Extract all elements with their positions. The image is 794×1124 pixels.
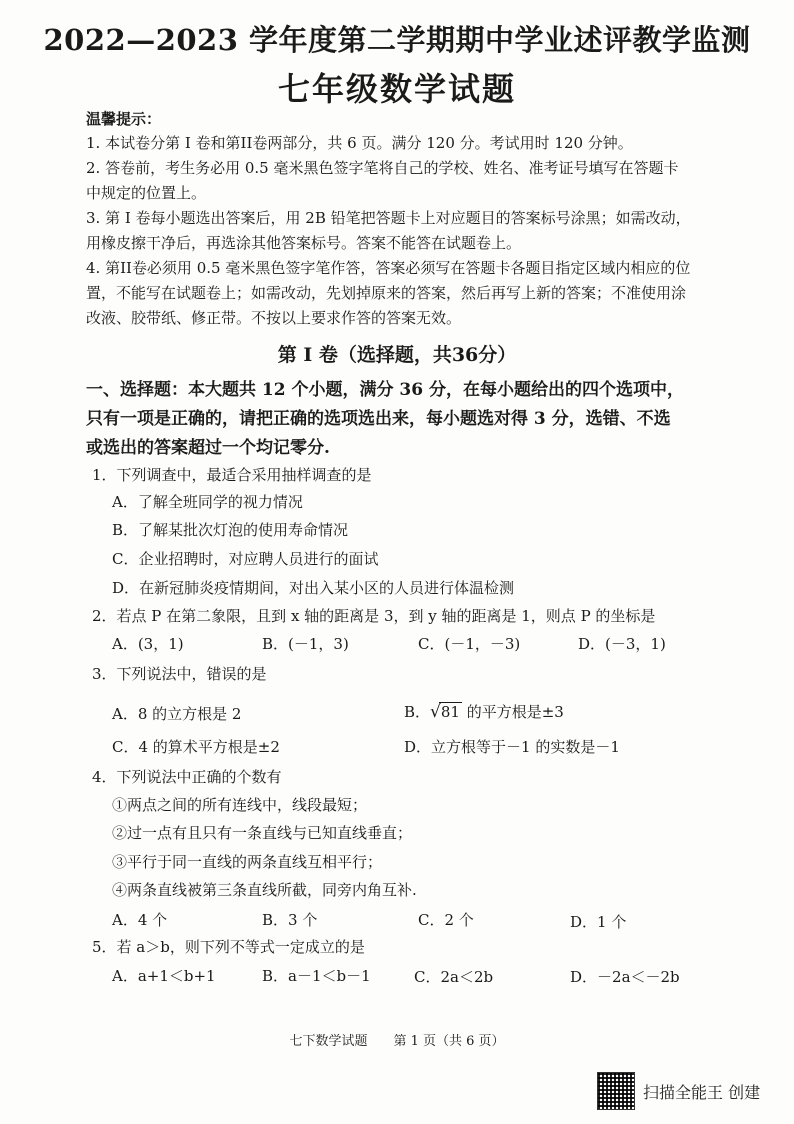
question-1-option-a: A．了解全班同学的视力情况 xyxy=(112,493,303,511)
question-1-option-b: B．了解某批次灯泡的使用寿命情况 xyxy=(112,521,349,539)
tip-line: 中规定的位置上。 xyxy=(86,184,207,202)
question-3-option-a: A．8 的立方根是 2 xyxy=(112,705,242,723)
tip-line: 改液、胶带纸、修正带。不按以上要求作答的答案无效。 xyxy=(86,309,462,327)
option-b-text: 的平方根是±3 xyxy=(461,703,564,721)
question-2-stem: 2．若点 P 在第二象限，且到 x 轴的距离是 3，到 y 轴的距离是 1，则点 P 的坐标是 xyxy=(92,607,656,625)
tip-line: 用橡皮擦干净后，再选涂其他答案标号。答案不能答在试题卷上。 xyxy=(86,234,522,252)
question-5-option-d: D．－2a＜－2b xyxy=(570,968,680,986)
question-2-option-b: B．(－1，3) xyxy=(262,635,349,653)
question-4-item: ③平行于同一直线的两条直线互相平行； xyxy=(112,853,383,871)
instruction-line: 或选出的答案超过一个均记零分. xyxy=(86,438,330,458)
question-4-stem: 4．下列说法中正确的个数有 xyxy=(92,768,282,786)
tip-line: 2. 答卷前，考生务必用 0.5 毫米黑色签字笔将自己的学校、姓名、准考证号填写在答题卡 xyxy=(86,159,679,177)
tip-line: 1. 本试卷分第 I 卷和第II卷两部分，共 6 页。满分 120 分。考试用时 120 分钟。 xyxy=(86,134,633,152)
tips-heading: 温馨提示： xyxy=(86,110,162,128)
question-5-stem: 5．若 a＞b，则下列不等式一定成立的是 xyxy=(92,938,365,956)
question-5-option-c: C．2a＜2b xyxy=(414,968,494,986)
question-1-option-d: D．在新冠肺炎疫情期间，对出入某小区的人员进行体温检测 xyxy=(112,579,515,597)
scanner-watermark xyxy=(597,1072,760,1110)
question-3-option-b xyxy=(404,702,564,722)
question-3-option-c: C．4 的算术平方根是±2 xyxy=(112,738,280,756)
question-4-option-c: C．2 个 xyxy=(418,911,474,929)
question-2-option-c: C．(－1，－3) xyxy=(418,635,521,653)
qr-code-icon xyxy=(597,1072,635,1110)
question-1-stem: 1．下列调查中，最适合采用抽样调查的是 xyxy=(92,466,372,484)
question-4-item: ④两条直线被第三条直线所截，同旁内角互补. xyxy=(112,881,417,899)
question-4-option-b: B．3 个 xyxy=(262,911,318,929)
radicand: 81 xyxy=(440,703,460,721)
question-5-option-b: B．a－1＜b－1 xyxy=(262,967,371,985)
question-5-option-a: A．a+1＜b+1 xyxy=(112,967,216,985)
scanner-label: 扫描全能王 创建 xyxy=(643,1082,761,1102)
question-4-item: ①两点之间的所有连线中，线段最短； xyxy=(112,796,368,814)
exam-title-line2: 七年级数学试题 xyxy=(277,70,516,108)
question-2-option-a: A．(3，1) xyxy=(112,635,184,653)
page-footer: 七下数学试题 第 1 页（共 6 页） xyxy=(289,1034,505,1049)
tip-line: 3. 第 I 卷每小题选出答案后，用 2B 铅笔把答题卡上对应题目的答案标号涂黑；如需改动， xyxy=(86,209,691,227)
question-3-option-d: D．立方根等于－1 的实数是－1 xyxy=(404,738,620,756)
question-2-option-d: D．(－3，1) xyxy=(578,635,666,653)
question-4-option-d: D．1 个 xyxy=(570,913,627,931)
instruction-line: 一、选择题：本大题共 12 个小题，满分 36 分，在每小题给出的四个选项中， xyxy=(86,380,684,400)
question-3-stem: 3．下列说法中，错误的是 xyxy=(92,665,267,683)
question-4-option-a: A．4 个 xyxy=(112,911,168,929)
question-1-option-c: C．企业招聘时，对应聘人员进行的面试 xyxy=(112,550,379,568)
square-root-sign: √ xyxy=(430,702,441,722)
tip-line: 置，不能写在试题卷上；如需改动，先划掉原来的答案，然后再写上新的答案；不准使用涂 xyxy=(86,284,687,302)
question-4-item: ②过一点有且只有一条直线与已知直线垂直； xyxy=(112,824,413,842)
option-b-label: B． xyxy=(404,703,431,721)
exam-title-line1: 2022—2023 学年度第二学期期中学业述评教学监测 xyxy=(43,23,751,57)
section-title: 第 I 卷（选择题，共36分） xyxy=(277,344,517,366)
tip-line: 4. 第II卷必须用 0.5 毫米黑色签字笔作答，答案必须写在答题卡各题目指定区域内相应的位 xyxy=(86,259,691,277)
instruction-line: 只有一项是正确的，请把正确的选项选出来，每小题选对得 3 分，选错、不选 xyxy=(86,409,671,429)
